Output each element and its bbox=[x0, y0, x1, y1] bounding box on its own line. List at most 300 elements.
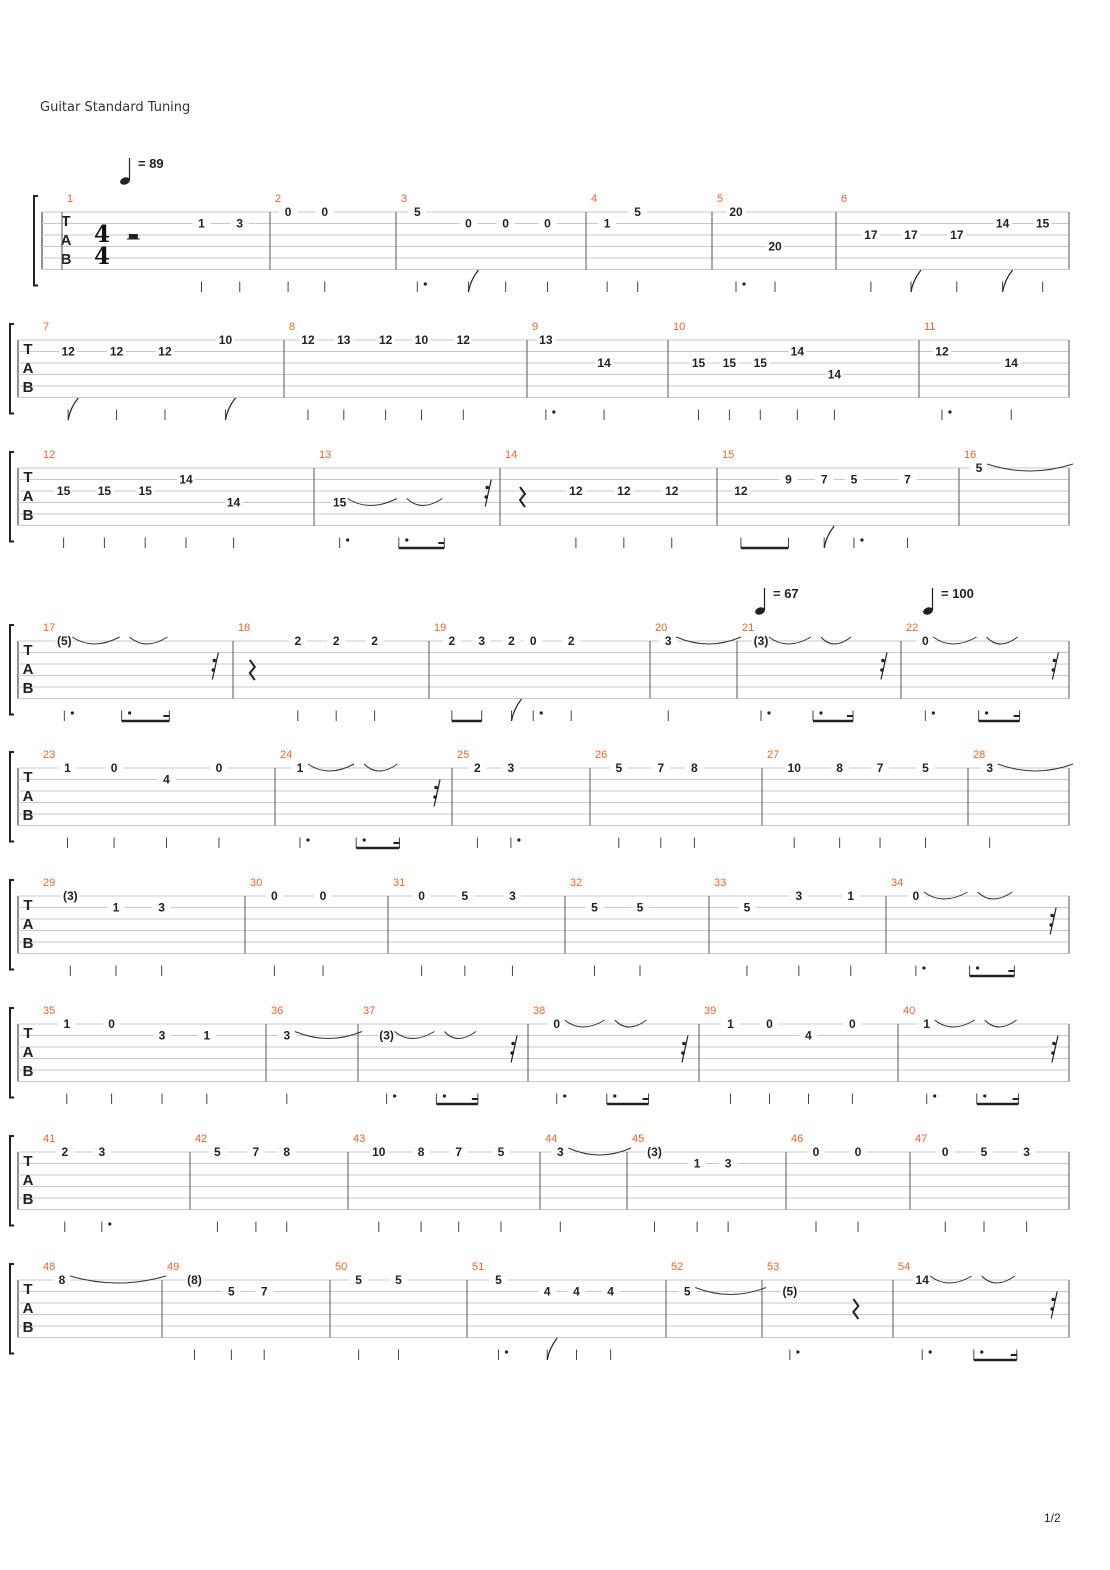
fret-number: 3 bbox=[986, 761, 994, 775]
measure bbox=[363, 1005, 517, 1104]
rhythm-dot bbox=[128, 711, 131, 714]
rest-dot bbox=[434, 786, 438, 790]
fret-number: 0 bbox=[215, 761, 223, 775]
fret-number: 2 bbox=[332, 634, 340, 648]
measure-number: 43 bbox=[353, 1133, 366, 1145]
tab-clef-b: B bbox=[60, 251, 72, 268]
measure bbox=[43, 877, 171, 976]
rhythm-dot bbox=[819, 711, 822, 714]
rhythm-dot bbox=[932, 711, 935, 714]
tab-clef-t: T bbox=[23, 469, 33, 486]
quarter-rest-icon bbox=[853, 1299, 858, 1319]
fret-number: 0 bbox=[766, 1017, 773, 1031]
fret-number: 12 bbox=[935, 344, 949, 359]
fret-number: 5 bbox=[495, 1273, 502, 1287]
fret-number: 5 bbox=[228, 1284, 235, 1299]
fret-number: 1 bbox=[198, 216, 205, 231]
fret-number: 5 bbox=[214, 1145, 221, 1159]
fret-number: 0 bbox=[854, 1145, 862, 1159]
measure bbox=[891, 877, 1056, 976]
fret-number: 4 bbox=[607, 1284, 614, 1299]
tempo-label: = 100 bbox=[941, 586, 974, 601]
fret-number: 3 bbox=[1023, 1145, 1030, 1159]
fret-number: 3 bbox=[158, 1028, 166, 1043]
fret-number: 0 bbox=[284, 205, 292, 219]
fret-number: 1 bbox=[603, 216, 611, 231]
fret-number: 7 bbox=[657, 761, 665, 775]
rest-dot bbox=[1049, 923, 1053, 927]
rhythm-dot bbox=[980, 1350, 983, 1353]
system-bracket bbox=[10, 1008, 14, 1098]
track-tuning-label: Guitar Standard Tuning bbox=[40, 100, 191, 115]
fret-number: 3 bbox=[478, 634, 486, 648]
measure bbox=[964, 449, 1073, 475]
fret-number: 14 bbox=[790, 344, 805, 359]
staff-system bbox=[10, 1005, 1069, 1104]
measure bbox=[767, 1261, 858, 1360]
measure bbox=[903, 1005, 1058, 1104]
fret-number: 7 bbox=[252, 1145, 260, 1159]
tab-clef-b: B bbox=[22, 1063, 34, 1080]
measure bbox=[704, 1005, 861, 1104]
fret-number: 3 bbox=[98, 1145, 106, 1159]
tempo-mark bbox=[922, 586, 974, 616]
measure-number: 50 bbox=[335, 1261, 348, 1273]
time-signature-bottom: 4 bbox=[93, 243, 111, 270]
measure bbox=[195, 1133, 296, 1232]
fret-number: 17 bbox=[864, 228, 878, 242]
measure bbox=[632, 1133, 737, 1232]
measure bbox=[401, 193, 557, 292]
fret-number: 0 bbox=[544, 216, 551, 231]
measure bbox=[924, 321, 1020, 420]
measure-number: 31 bbox=[393, 877, 406, 889]
measure-number: 2 bbox=[275, 193, 282, 205]
rest-dot bbox=[681, 1051, 685, 1055]
rhythm-dot bbox=[985, 711, 988, 714]
eighth-flag bbox=[911, 270, 921, 292]
fret-number: 12 bbox=[61, 344, 75, 359]
system-bracket bbox=[10, 880, 14, 970]
fret-number: 0 bbox=[108, 1017, 115, 1031]
fret-number: 5 bbox=[461, 889, 469, 903]
rhythm-dot bbox=[767, 711, 770, 714]
quarter-rest-icon bbox=[520, 487, 525, 507]
fret-number: 17 bbox=[904, 228, 918, 242]
rhythm-dot bbox=[505, 1350, 508, 1353]
rhythm-dot bbox=[983, 1094, 986, 1097]
fret-number: 8 bbox=[836, 761, 843, 775]
system-bracket bbox=[10, 452, 14, 542]
rest-dot bbox=[1053, 659, 1057, 663]
measure-number: 6 bbox=[841, 193, 848, 205]
fret-number: 1 bbox=[693, 1156, 701, 1171]
measure bbox=[841, 193, 1052, 292]
tab-clef-t: T bbox=[23, 1153, 33, 1170]
tab-clef-b: B bbox=[22, 379, 34, 396]
fret-number: 3 bbox=[507, 761, 515, 775]
fret-number: (3) bbox=[753, 634, 769, 648]
half-rest-icon bbox=[129, 234, 138, 239]
fret-number: 15 bbox=[1035, 216, 1050, 231]
fret-number: 12 bbox=[109, 344, 124, 359]
measure-number: 46 bbox=[791, 1133, 804, 1145]
measure bbox=[335, 1261, 408, 1360]
fret-number: 5 bbox=[355, 1273, 362, 1287]
fret-number: 0 bbox=[529, 634, 537, 648]
measure-number: 8 bbox=[289, 321, 296, 333]
fret-number: 12 bbox=[301, 333, 315, 347]
fret-number: 8 bbox=[283, 1145, 291, 1159]
measure bbox=[791, 1133, 867, 1232]
tab-clef-a: A bbox=[22, 1300, 34, 1317]
fret-number: 5 bbox=[922, 761, 929, 775]
measure-number: 12 bbox=[43, 449, 56, 461]
rest-dot bbox=[881, 659, 885, 663]
rest-dot bbox=[212, 668, 216, 672]
rhythm-dot bbox=[517, 838, 520, 841]
rest-dot bbox=[511, 1042, 515, 1046]
staff-system bbox=[10, 622, 1069, 721]
measure-number: 23 bbox=[43, 749, 56, 761]
rhythm-dot bbox=[443, 1094, 446, 1097]
tab-clef-a: A bbox=[22, 360, 34, 377]
measure-number: 51 bbox=[472, 1261, 485, 1273]
measure-number: 24 bbox=[280, 749, 293, 761]
rest-dot bbox=[1052, 668, 1056, 672]
system-bracket bbox=[10, 324, 14, 414]
measure-number: 37 bbox=[363, 1005, 376, 1017]
rhythm-dot bbox=[424, 282, 427, 285]
fret-number: 10 bbox=[372, 1145, 386, 1159]
tab-clef-a: A bbox=[60, 232, 72, 249]
measure-number: 19 bbox=[434, 622, 447, 634]
measure-number: 53 bbox=[767, 1261, 780, 1273]
measure-number: 45 bbox=[632, 1133, 645, 1145]
fret-number: 3 bbox=[158, 900, 165, 915]
rest-dot bbox=[682, 1042, 686, 1046]
fret-number: 0 bbox=[912, 889, 920, 903]
tab-clef-b: B bbox=[22, 507, 34, 524]
rest-dot bbox=[1051, 1298, 1055, 1302]
measure-number: 18 bbox=[238, 622, 251, 634]
fret-number: 20 bbox=[768, 239, 782, 254]
fret-number: 12 bbox=[617, 484, 631, 498]
tab-clef-a: A bbox=[22, 488, 34, 505]
fret-number: (3) bbox=[62, 889, 78, 903]
measure-number: 54 bbox=[898, 1261, 911, 1273]
fret-number: 3 bbox=[236, 216, 244, 231]
tab-clef-b: B bbox=[22, 935, 34, 952]
fret-number: 0 bbox=[812, 1145, 820, 1159]
eighth-flag bbox=[225, 398, 235, 420]
measure bbox=[353, 1133, 510, 1232]
tempo-label: = 67 bbox=[773, 586, 799, 601]
rest-dot bbox=[510, 1051, 514, 1055]
rest-dot bbox=[213, 659, 217, 663]
measure-number: 33 bbox=[714, 877, 727, 889]
measure-number: 41 bbox=[43, 1133, 56, 1145]
measure-number: 26 bbox=[595, 749, 608, 761]
fret-number: 12 bbox=[665, 484, 679, 498]
measure bbox=[43, 321, 235, 420]
fret-number: 3 bbox=[724, 1156, 732, 1171]
measure bbox=[280, 749, 440, 848]
rhythm-dot bbox=[540, 711, 543, 714]
staff-system bbox=[10, 449, 1073, 548]
fret-number: 2 bbox=[61, 1145, 69, 1159]
rhythm-dot bbox=[552, 410, 555, 413]
rest-dot bbox=[1050, 1307, 1054, 1311]
fret-number: 12 bbox=[569, 484, 583, 498]
measure-number: 5 bbox=[717, 193, 724, 205]
fret-number: 3 bbox=[664, 634, 672, 648]
measure-number: 20 bbox=[655, 622, 668, 634]
measure bbox=[973, 749, 1073, 848]
measure bbox=[898, 1261, 1057, 1360]
measure bbox=[43, 622, 218, 721]
fret-number: 7 bbox=[260, 1284, 268, 1299]
measure-number: 9 bbox=[532, 321, 539, 333]
measure-number: 25 bbox=[457, 749, 470, 761]
rhythm-dot bbox=[363, 838, 366, 841]
eighth-flag bbox=[547, 1338, 557, 1360]
measure-number: 30 bbox=[250, 877, 263, 889]
fret-number: 12 bbox=[734, 484, 748, 498]
fret-number: 7 bbox=[820, 472, 828, 487]
measure-number: 7 bbox=[43, 321, 50, 333]
measure-number: 40 bbox=[903, 1005, 916, 1017]
fret-number: 5 bbox=[980, 1145, 988, 1159]
eighth-flag bbox=[1003, 270, 1013, 292]
measure-number: 32 bbox=[570, 877, 583, 889]
staff-system bbox=[10, 1261, 1069, 1360]
tab-clef-b: B bbox=[22, 1191, 34, 1208]
tab-clef-t: T bbox=[23, 769, 33, 786]
fret-number: 0 bbox=[271, 889, 278, 903]
measure-number: 52 bbox=[671, 1261, 684, 1273]
fret-number: 2 bbox=[448, 634, 456, 648]
measure-number: 27 bbox=[767, 749, 780, 761]
staff-system bbox=[10, 877, 1069, 976]
fret-number: 15 bbox=[722, 356, 737, 370]
fret-number: (5) bbox=[782, 1284, 798, 1299]
page-number: 1/2 bbox=[1044, 1511, 1061, 1525]
fret-number: 2 bbox=[474, 761, 481, 775]
time-signature-top: 4 bbox=[93, 221, 111, 248]
measure bbox=[714, 877, 860, 976]
tab-clef-t: T bbox=[23, 341, 33, 358]
measure bbox=[275, 193, 334, 292]
fret-number: (3) bbox=[379, 1028, 394, 1043]
measure-number: 3 bbox=[401, 193, 408, 205]
fret-number: 9 bbox=[785, 472, 792, 487]
fret-number: 3 bbox=[283, 1028, 291, 1043]
fret-number: 5 bbox=[497, 1145, 505, 1159]
measure-number: 1 bbox=[67, 193, 74, 205]
fret-number: 4 bbox=[543, 1284, 551, 1299]
tab-clef-a: A bbox=[22, 1172, 34, 1189]
measure bbox=[434, 622, 580, 721]
rhythm-dot bbox=[613, 1094, 616, 1097]
fret-number: 4 bbox=[573, 1284, 580, 1299]
fret-number: 14 bbox=[179, 472, 193, 487]
fret-number: 1 bbox=[296, 761, 304, 775]
measure bbox=[472, 1261, 620, 1360]
rhythm-dot bbox=[948, 410, 951, 413]
fret-number: 14 bbox=[597, 356, 611, 370]
fret-number: 2 bbox=[294, 634, 302, 648]
rhythm-dot bbox=[796, 1350, 799, 1353]
measure-number: 28 bbox=[973, 749, 986, 761]
measure-number: 10 bbox=[673, 321, 686, 333]
fret-number: 14 bbox=[1004, 356, 1018, 370]
measure-number: 16 bbox=[964, 449, 977, 461]
measure-number: 14 bbox=[505, 449, 518, 461]
measure bbox=[393, 877, 521, 976]
fret-number: 15 bbox=[691, 356, 706, 370]
fret-number: 2 bbox=[508, 634, 515, 648]
fret-number: 8 bbox=[417, 1145, 425, 1159]
measure bbox=[289, 321, 472, 420]
rest-dot bbox=[485, 486, 489, 490]
fret-number: 1 bbox=[727, 1017, 734, 1031]
rhythm-dot bbox=[405, 538, 408, 541]
measure bbox=[717, 193, 784, 292]
fret-number: 7 bbox=[455, 1145, 463, 1159]
rhythm-dot bbox=[71, 711, 74, 714]
fret-number: 0 bbox=[941, 1145, 949, 1159]
rest-dot bbox=[1051, 1051, 1055, 1055]
fret-number: (3) bbox=[647, 1145, 662, 1159]
fret-number: 3 bbox=[795, 889, 803, 903]
rhythm-dot bbox=[306, 838, 309, 841]
fret-number: 14 bbox=[226, 495, 241, 510]
rhythm-dot bbox=[929, 1350, 932, 1353]
rhythm-dot bbox=[922, 966, 925, 969]
fret-number: 1 bbox=[63, 1017, 71, 1031]
measure-number: 21 bbox=[742, 622, 755, 634]
system-bracket bbox=[10, 752, 14, 842]
rhythm-dot bbox=[108, 1222, 111, 1225]
fret-number: 1 bbox=[64, 761, 71, 775]
fret-number: 0 bbox=[553, 1017, 561, 1031]
eighth-flag bbox=[68, 398, 78, 420]
fret-number: 1 bbox=[923, 1017, 931, 1031]
staff-system bbox=[10, 1133, 1069, 1232]
measure bbox=[238, 622, 384, 721]
fret-number: 10 bbox=[218, 333, 233, 347]
fret-number: 15 bbox=[753, 356, 767, 370]
fret-number: 7 bbox=[876, 761, 884, 775]
fret-number: 0 bbox=[110, 761, 118, 775]
measure-number: 13 bbox=[319, 449, 332, 461]
fret-number: 5 bbox=[413, 205, 421, 219]
fret-number: 0 bbox=[849, 1017, 856, 1031]
rhythm-dot bbox=[742, 282, 745, 285]
tab-clef-a: A bbox=[22, 661, 34, 678]
measure-number: 29 bbox=[43, 877, 56, 889]
rhythm-dot bbox=[346, 538, 349, 541]
fret-number: 1 bbox=[203, 1028, 211, 1043]
fret-number: 15 bbox=[97, 484, 112, 498]
tab-clef-t: T bbox=[23, 642, 33, 659]
measure bbox=[505, 449, 681, 548]
fret-number: 17 bbox=[950, 228, 964, 242]
fret-number: (5) bbox=[56, 634, 72, 648]
fret-number: 0 bbox=[319, 889, 327, 903]
rhythm-dot bbox=[860, 538, 863, 541]
staff-system bbox=[34, 193, 1069, 292]
measure-number: 49 bbox=[167, 1261, 180, 1273]
measure bbox=[250, 877, 332, 976]
fret-number: 0 bbox=[418, 889, 425, 903]
measure bbox=[43, 749, 228, 848]
measure bbox=[655, 622, 741, 721]
tab-clef-t: T bbox=[61, 213, 71, 230]
fret-number: 2 bbox=[567, 634, 575, 648]
measure-number: 39 bbox=[704, 1005, 717, 1017]
tab-clef-b: B bbox=[22, 680, 34, 697]
measure-number: 42 bbox=[195, 1133, 208, 1145]
rest-dot bbox=[1050, 914, 1054, 918]
fret-number: 5 bbox=[634, 205, 641, 219]
measure bbox=[906, 622, 1058, 721]
fret-number: 0 bbox=[321, 205, 329, 219]
fret-number: 15 bbox=[56, 484, 71, 498]
measure bbox=[545, 1133, 631, 1232]
fret-number: 8 bbox=[691, 761, 698, 775]
measure-number: 17 bbox=[43, 622, 56, 634]
tab-clef-a: A bbox=[22, 1044, 34, 1061]
fret-number: 14 bbox=[827, 367, 842, 382]
fret-number: 0 bbox=[921, 634, 929, 648]
fret-number: 13 bbox=[539, 333, 553, 347]
fret-number: 4 bbox=[805, 1028, 812, 1043]
fret-number: 8 bbox=[58, 1273, 66, 1287]
fret-number: 5 bbox=[395, 1273, 402, 1287]
tab-clef-b: B bbox=[22, 1319, 34, 1336]
rest-dot bbox=[1052, 1042, 1056, 1046]
tab-clef-b: B bbox=[22, 807, 34, 824]
tab-clef-t: T bbox=[23, 1281, 33, 1298]
rhythm-dot bbox=[933, 1094, 936, 1097]
measure-number: 48 bbox=[43, 1261, 56, 1273]
fret-number: 15 bbox=[138, 484, 152, 498]
fret-number: 5 bbox=[636, 900, 644, 915]
measure bbox=[532, 321, 613, 420]
measure bbox=[570, 877, 649, 976]
fret-number: 0 bbox=[502, 216, 509, 231]
fret-number: 12 bbox=[158, 344, 172, 359]
eighth-flag bbox=[512, 699, 522, 721]
fret-number: 1 bbox=[112, 900, 120, 915]
staff-system bbox=[10, 321, 1069, 420]
fret-number: 12 bbox=[456, 333, 470, 347]
measure-number: 34 bbox=[891, 877, 904, 889]
fret-number: 10 bbox=[414, 333, 429, 347]
fret-number: 5 bbox=[850, 472, 858, 487]
measure bbox=[43, 1133, 111, 1232]
fret-number: 4 bbox=[163, 772, 170, 787]
measure-number: 36 bbox=[271, 1005, 284, 1017]
tempo-mark bbox=[754, 586, 799, 616]
fret-number: 15 bbox=[332, 495, 347, 510]
fret-number: 14 bbox=[995, 216, 1010, 231]
measure-number: 35 bbox=[43, 1005, 56, 1017]
measure bbox=[595, 749, 703, 848]
fret-number: 3 bbox=[556, 1145, 564, 1159]
